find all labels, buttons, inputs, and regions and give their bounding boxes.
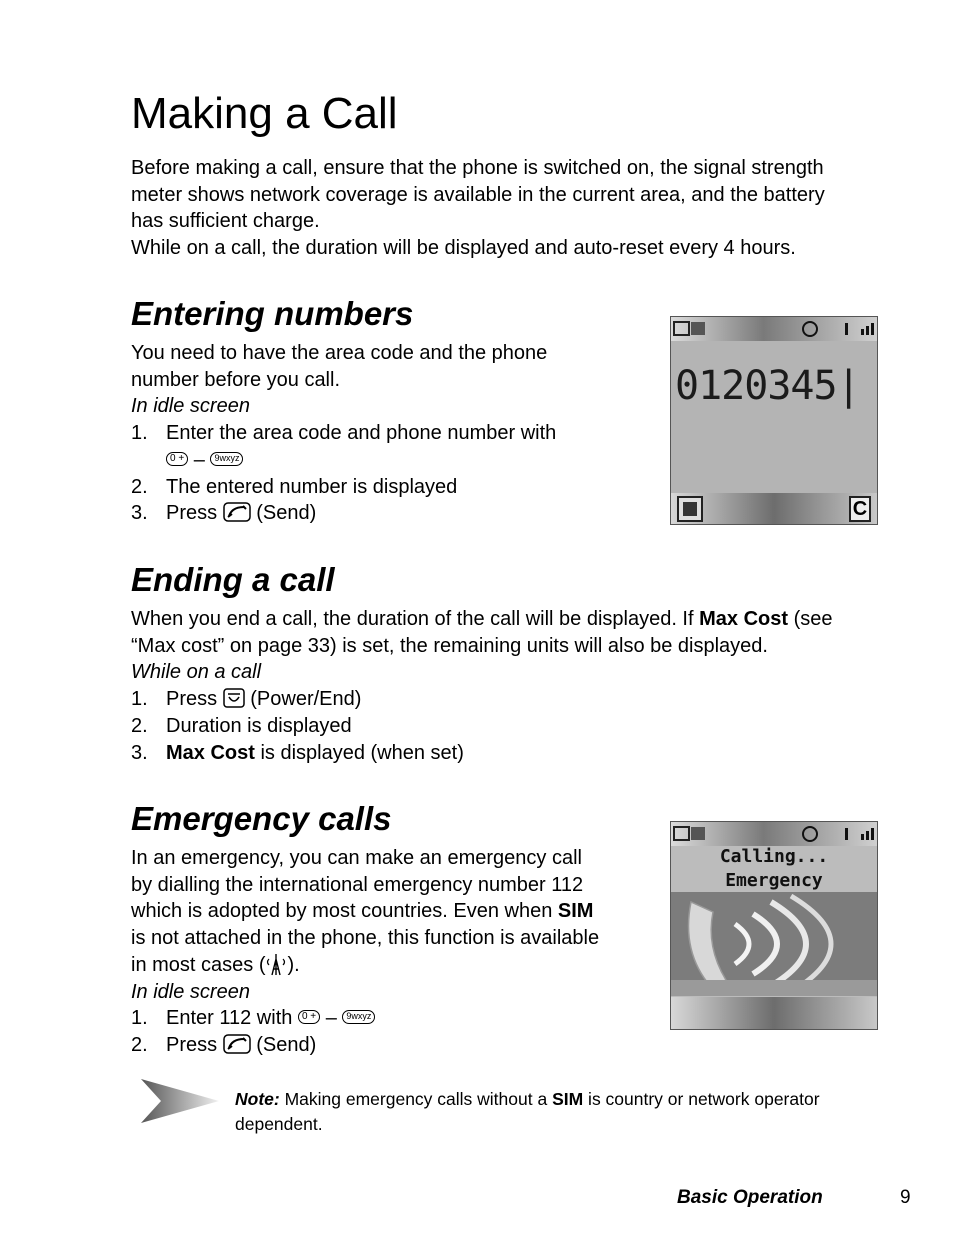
status-icons bbox=[671, 822, 878, 846]
send-key-icon bbox=[223, 1034, 251, 1054]
entering-context: In idle screen bbox=[131, 395, 250, 418]
emergency-context: In idle screen bbox=[131, 980, 250, 1003]
key-range bbox=[166, 447, 243, 474]
intro-line-4: While on a call, the duration will be displayed and auto-reset every 4 hours. bbox=[131, 237, 796, 260]
step-number: 3. bbox=[131, 502, 148, 525]
clear-key-icon: C bbox=[849, 496, 871, 522]
note-text: Note: Making emergency calls without a SIM is country or network operator dependent. bbox=[235, 1089, 820, 1134]
ending-step-1: 1. Press (Power/End) bbox=[131, 688, 362, 711]
ending-line-1: When you end a call, the duration of the call will be displayed. If Max Cost (see bbox=[131, 608, 833, 630]
phone-screen-entering bbox=[670, 316, 878, 525]
key-9-icon: 9wxyz bbox=[342, 1010, 375, 1024]
entered-number-display: 0120345| bbox=[675, 363, 860, 409]
heading-entering-numbers: Entering numbers bbox=[131, 295, 414, 332]
softkey-bar bbox=[671, 493, 877, 524]
intro-line-3: has sufficient charge. bbox=[131, 210, 320, 233]
phonebook-icon bbox=[677, 496, 703, 522]
softkey-bar bbox=[671, 997, 877, 1029]
send-key-icon bbox=[223, 502, 251, 522]
power-end-key-icon bbox=[223, 688, 245, 708]
calling-text: Calling... bbox=[719, 846, 829, 867]
key-0-icon: 0 + bbox=[298, 1010, 320, 1024]
ending-line-2: “Max cost” on page 33) is set, the remaining units will also be displayed. bbox=[131, 634, 768, 657]
note-arrow-icon bbox=[141, 1079, 219, 1123]
step-text-suffix: (Send) bbox=[256, 502, 317, 525]
emergency-line-3: which is adopted by most countries. Even when SIM bbox=[131, 900, 594, 923]
status-bar bbox=[671, 317, 877, 341]
step-text: Press bbox=[166, 502, 218, 525]
emergency-line-5: in most cases ( ). bbox=[131, 952, 300, 979]
entering-step-2 bbox=[131, 474, 457, 501]
calling-animation-image bbox=[671, 892, 877, 996]
emergency-text: Emergency bbox=[725, 870, 823, 891]
emergency-line-1: In an emergency, you can make an emergency call bbox=[131, 847, 582, 869]
key-range-dash: – bbox=[193, 448, 205, 471]
step-text: Enter the area code and phone number with bbox=[166, 422, 557, 445]
step-number: 2. bbox=[131, 475, 148, 498]
emergency-step-2: 2. Press (Send) bbox=[131, 1033, 317, 1056]
heading-ending-call: Ending a call bbox=[131, 561, 335, 598]
phone-screen-emergency bbox=[670, 821, 878, 1030]
emergency-antenna-icon bbox=[265, 951, 287, 977]
key-9-icon: 9wxyz bbox=[210, 452, 243, 466]
key-0-icon: 0 + bbox=[166, 452, 188, 466]
page-number: 9 bbox=[900, 1187, 911, 1208]
ending-context: While on a call bbox=[131, 661, 262, 684]
status-bar bbox=[671, 822, 877, 846]
entering-step-1 bbox=[131, 420, 556, 447]
status-icons bbox=[671, 317, 878, 341]
step-text: The entered number is displayed bbox=[166, 475, 458, 498]
step-number: 1. bbox=[131, 422, 148, 445]
ending-step-3: 3. Max Cost is displayed (when set) bbox=[131, 741, 464, 764]
emergency-line-2: by dialling the international emergency number 112 bbox=[131, 873, 584, 896]
note-label: Note: bbox=[235, 1089, 280, 1109]
ending-step-2: 2. Duration is displayed bbox=[131, 714, 352, 737]
footer-section-label: Basic Operation bbox=[677, 1187, 823, 1208]
heading-emergency-calls: Emergency calls bbox=[131, 800, 392, 837]
entering-line-2: number before you call. bbox=[131, 368, 341, 391]
intro-line-1: Before making a call, ensure that the phone is switched on, the signal strength bbox=[131, 157, 824, 179]
emergency-line-4: is not attached in the phone, this function is available bbox=[131, 927, 600, 950]
entering-line-1: You need to have the area code and the phone bbox=[131, 342, 548, 364]
entering-step-3 bbox=[131, 500, 316, 527]
page-title: Making a Call bbox=[131, 89, 398, 138]
intro-line-2: meter shows network coverage is available in the current area, and the battery bbox=[131, 183, 825, 206]
emergency-step-1: 1. Enter 112 with 0 + – 9wxyz bbox=[131, 1005, 375, 1032]
